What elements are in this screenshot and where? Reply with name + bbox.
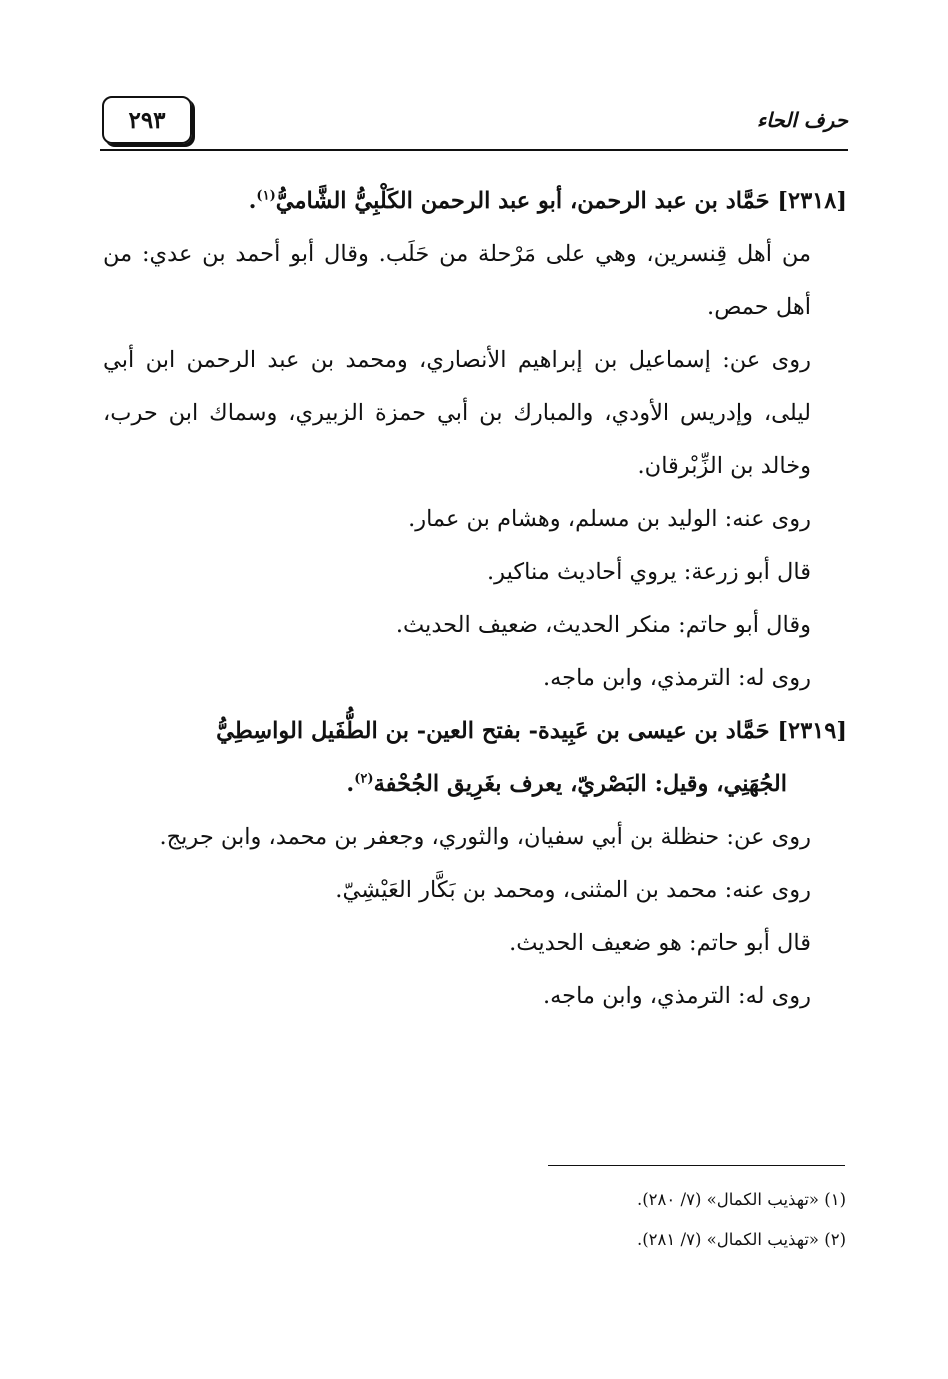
paragraph: وقال أبو حاتم: منكر الحديث، ضعيف الحديث.	[395, 612, 811, 638]
entry-heading-2319	[103, 705, 847, 811]
main-text	[103, 175, 847, 1023]
paragraph: قال أبو حاتم: هو ضعيف الحديث.	[509, 930, 811, 956]
footnote-ref: (١)	[256, 188, 276, 204]
paragraph: روى له: الترمذي، وابن ماجه.	[542, 665, 811, 691]
paragraph: روى عن: حنظلة بن أبي سفيان، والثوري، وجعفر بن محمد، وابن جريج.	[159, 824, 811, 850]
page-number-box: ٢٩٣	[102, 96, 192, 144]
footnotes	[420, 1180, 846, 1260]
footnote-rule	[548, 1165, 845, 1166]
paragraph: من أهل قِنسرين، وهي على مَرْحلة من حَلَب. وقال أبو أحمد بن عدي: من أهل حمص.	[103, 241, 811, 320]
entry-heading-text: [٢٣١٨] حَمَّاد بن عبد الرحمن، أبو عبد الرحمن الكَلْبِيُّ الشَّاميُّ	[275, 188, 847, 214]
footnote-1: (١) «تهذيب الكمال» (٧/ ٢٨٠).	[636, 1190, 846, 1209]
paragraph: قال أبو زرعة: يروي أحاديث مناكير.	[487, 559, 811, 585]
paragraph: روى عنه: الوليد بن مسلم، وهشام بن عمار.	[408, 506, 811, 532]
entry-heading-2318	[103, 175, 847, 228]
footnote-ref: (٢)	[354, 771, 374, 787]
entry-heading-continuation	[103, 758, 847, 811]
paragraph: روى عن: إسماعيل بن إبراهيم الأنصاري، ومحمد بن عبد الرحمن ابن أبي ليلى، وإدريس الأودي، والمبارك بن أبي حمزة الزبيري، وسماك ابن حرب، وخالد بن الزِّبْرقان.	[103, 347, 811, 479]
page-header	[100, 96, 848, 156]
running-title: حرف الحاء	[756, 108, 848, 132]
paragraph: روى له: الترمذي، وابن ماجه.	[542, 983, 811, 1009]
header-rule	[100, 149, 848, 151]
paragraph: روى عنه: محمد بن المثنى، ومحمد بن بَكَّار العَيْشِيّ.	[335, 877, 811, 903]
entry-heading-end: .	[248, 188, 257, 214]
entry-heading-text: [٢٣١٩] حَمَّاد بن عيسى بن عَبِيدة- بفتح العين- بن الطُّفَيل الواسِطِيُّ	[216, 718, 847, 744]
footnote-2: (٢) «تهذيب الكمال» (٧/ ٢٨١).	[636, 1230, 846, 1249]
entry-heading-text-2: الجُهَنِي، وقيل: البَصْريّ، يعرف بغَرِيق الجُحْفة	[373, 771, 787, 797]
entry-heading-end: .	[346, 771, 355, 797]
